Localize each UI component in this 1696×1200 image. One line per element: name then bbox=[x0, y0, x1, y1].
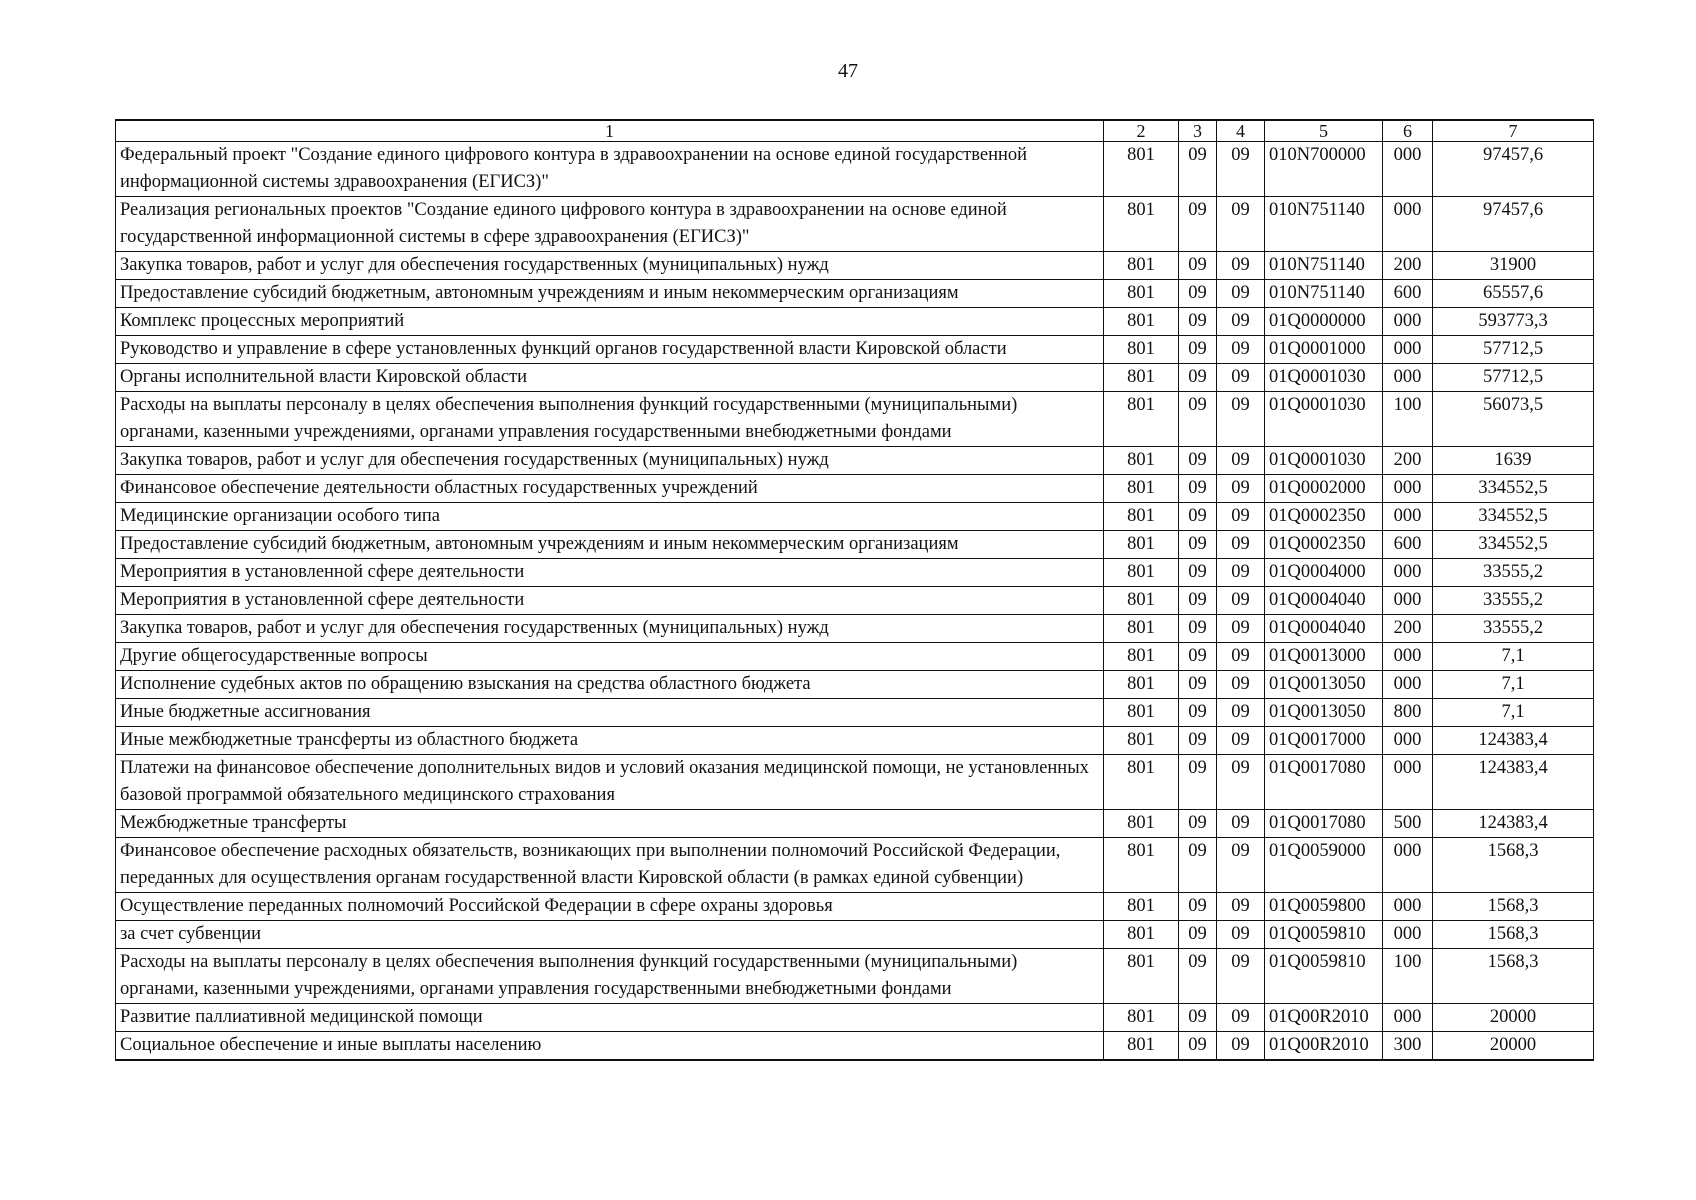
ministry-code: 801 bbox=[1104, 447, 1179, 475]
expense-type-code: 000 bbox=[1383, 727, 1433, 755]
expense-type-code: 200 bbox=[1383, 252, 1433, 280]
section-code: 09 bbox=[1179, 252, 1217, 280]
expense-type-code: 000 bbox=[1383, 475, 1433, 503]
subsection-code: 09 bbox=[1217, 142, 1265, 197]
row-description: Социальное обеспечение и иные выплаты населению bbox=[116, 1032, 1104, 1061]
subsection-code: 09 bbox=[1217, 587, 1265, 615]
section-code: 09 bbox=[1179, 475, 1217, 503]
expense-type-code: 200 bbox=[1383, 615, 1433, 643]
target-article-code: 010N700000 bbox=[1265, 142, 1383, 197]
table-row bbox=[116, 587, 1594, 615]
table-row bbox=[116, 280, 1594, 308]
target-article-code: 01Q0004040 bbox=[1265, 615, 1383, 643]
target-article-code: 01Q0000000 bbox=[1265, 308, 1383, 336]
target-article-code: 01Q0004040 bbox=[1265, 587, 1383, 615]
ministry-code: 801 bbox=[1104, 392, 1179, 447]
table-row bbox=[116, 559, 1594, 587]
page-number: 47 bbox=[838, 60, 858, 82]
subsection-code: 09 bbox=[1217, 252, 1265, 280]
subsection-code: 09 bbox=[1217, 197, 1265, 252]
expense-type-code: 100 bbox=[1383, 392, 1433, 447]
expense-type-code: 600 bbox=[1383, 280, 1433, 308]
row-description: Закупка товаров, работ и услуг для обеспечения государственных (муниципальных) нужд bbox=[116, 252, 1104, 280]
expense-type-code: 000 bbox=[1383, 503, 1433, 531]
ministry-code: 801 bbox=[1104, 587, 1179, 615]
amount-value: 56073,5 bbox=[1433, 392, 1594, 447]
subsection-code: 09 bbox=[1217, 755, 1265, 810]
amount-value: 334552,5 bbox=[1433, 503, 1594, 531]
section-code: 09 bbox=[1179, 727, 1217, 755]
column-header: 7 bbox=[1433, 120, 1594, 142]
section-code: 09 bbox=[1179, 1032, 1217, 1061]
amount-value: 593773,3 bbox=[1433, 308, 1594, 336]
subsection-code: 09 bbox=[1217, 392, 1265, 447]
target-article-code: 01Q0059800 bbox=[1265, 893, 1383, 921]
section-code: 09 bbox=[1179, 615, 1217, 643]
row-description: Федеральный проект "Создание единого цифрового контура в здравоохранении на основе единой государственной информационной системы здравоохранения (ЕГИСЗ)" bbox=[116, 142, 1104, 197]
ministry-code: 801 bbox=[1104, 364, 1179, 392]
subsection-code: 09 bbox=[1217, 364, 1265, 392]
target-article-code: 01Q0002350 bbox=[1265, 531, 1383, 559]
table-row bbox=[116, 727, 1594, 755]
table-row bbox=[116, 252, 1594, 280]
section-code: 09 bbox=[1179, 503, 1217, 531]
target-article-code: 01Q0059810 bbox=[1265, 921, 1383, 949]
amount-value: 7,1 bbox=[1433, 643, 1594, 671]
row-description: Закупка товаров, работ и услуг для обеспечения государственных (муниципальных) нужд bbox=[116, 615, 1104, 643]
ministry-code: 801 bbox=[1104, 142, 1179, 197]
ministry-code: 801 bbox=[1104, 949, 1179, 1004]
section-code: 09 bbox=[1179, 699, 1217, 727]
section-code: 09 bbox=[1179, 531, 1217, 559]
table-row bbox=[116, 755, 1594, 810]
row-description: Расходы на выплаты персоналу в целях обеспечения выполнения функций государственными (муниципальными) органами, казенными учреждениями, органами управления государственными внебюджетными фондами bbox=[116, 392, 1104, 447]
section-code: 09 bbox=[1179, 364, 1217, 392]
target-article-code: 010N751140 bbox=[1265, 197, 1383, 252]
ministry-code: 801 bbox=[1104, 531, 1179, 559]
ministry-code: 801 bbox=[1104, 308, 1179, 336]
target-article-code: 01Q00R2010 bbox=[1265, 1032, 1383, 1061]
table-row bbox=[116, 336, 1594, 364]
target-article-code: 01Q0004000 bbox=[1265, 559, 1383, 587]
expense-type-code: 000 bbox=[1383, 893, 1433, 921]
row-description: Реализация региональных проектов "Создание единого цифрового контура в здравоохранении на основе единой государственной информационной системы в сфере здравоохранения (ЕГИСЗ)" bbox=[116, 197, 1104, 252]
expense-type-code: 000 bbox=[1383, 142, 1433, 197]
subsection-code: 09 bbox=[1217, 559, 1265, 587]
ministry-code: 801 bbox=[1104, 810, 1179, 838]
row-description: Мероприятия в установленной сфере деятельности bbox=[116, 587, 1104, 615]
target-article-code: 01Q0059810 bbox=[1265, 949, 1383, 1004]
budget-table bbox=[115, 119, 1594, 1061]
table-row bbox=[116, 531, 1594, 559]
subsection-code: 09 bbox=[1217, 1032, 1265, 1061]
target-article-code: 01Q0002000 bbox=[1265, 475, 1383, 503]
ministry-code: 801 bbox=[1104, 699, 1179, 727]
target-article-code: 01Q0059000 bbox=[1265, 838, 1383, 893]
expense-type-code: 000 bbox=[1383, 197, 1433, 252]
column-header: 3 bbox=[1179, 120, 1217, 142]
subsection-code: 09 bbox=[1217, 949, 1265, 1004]
section-code: 09 bbox=[1179, 280, 1217, 308]
subsection-code: 09 bbox=[1217, 615, 1265, 643]
column-header: 4 bbox=[1217, 120, 1265, 142]
expense-type-code: 000 bbox=[1383, 336, 1433, 364]
table-row bbox=[116, 699, 1594, 727]
table-row bbox=[116, 893, 1594, 921]
column-header: 6 bbox=[1383, 120, 1433, 142]
subsection-code: 09 bbox=[1217, 699, 1265, 727]
expense-type-code: 000 bbox=[1383, 364, 1433, 392]
subsection-code: 09 bbox=[1217, 475, 1265, 503]
ministry-code: 801 bbox=[1104, 755, 1179, 810]
section-code: 09 bbox=[1179, 921, 1217, 949]
target-article-code: 01Q0013050 bbox=[1265, 671, 1383, 699]
target-article-code: 01Q0017000 bbox=[1265, 727, 1383, 755]
ministry-code: 801 bbox=[1104, 280, 1179, 308]
subsection-code: 09 bbox=[1217, 727, 1265, 755]
table-header-row bbox=[116, 120, 1594, 142]
subsection-code: 09 bbox=[1217, 336, 1265, 364]
row-description: Иные бюджетные ассигнования bbox=[116, 699, 1104, 727]
section-code: 09 bbox=[1179, 949, 1217, 1004]
target-article-code: 01Q0017080 bbox=[1265, 755, 1383, 810]
ministry-code: 801 bbox=[1104, 336, 1179, 364]
row-description: Межбюджетные трансферты bbox=[116, 810, 1104, 838]
row-description: Иные межбюджетные трансферты из областного бюджета bbox=[116, 727, 1104, 755]
expense-type-code: 000 bbox=[1383, 559, 1433, 587]
table-row bbox=[116, 643, 1594, 671]
table-row bbox=[116, 503, 1594, 531]
subsection-code: 09 bbox=[1217, 921, 1265, 949]
expense-type-code: 000 bbox=[1383, 671, 1433, 699]
expense-type-code: 100 bbox=[1383, 949, 1433, 1004]
subsection-code: 09 bbox=[1217, 447, 1265, 475]
expense-type-code: 000 bbox=[1383, 308, 1433, 336]
expense-type-code: 000 bbox=[1383, 838, 1433, 893]
ministry-code: 801 bbox=[1104, 252, 1179, 280]
amount-value: 97457,6 bbox=[1433, 142, 1594, 197]
row-description: Медицинские организации особого типа bbox=[116, 503, 1104, 531]
section-code: 09 bbox=[1179, 893, 1217, 921]
section-code: 09 bbox=[1179, 308, 1217, 336]
table-row bbox=[116, 447, 1594, 475]
amount-value: 1568,3 bbox=[1433, 949, 1594, 1004]
amount-value: 7,1 bbox=[1433, 671, 1594, 699]
section-code: 09 bbox=[1179, 1004, 1217, 1032]
subsection-code: 09 bbox=[1217, 280, 1265, 308]
target-article-code: 01Q0013000 bbox=[1265, 643, 1383, 671]
target-article-code: 01Q0002350 bbox=[1265, 503, 1383, 531]
target-article-code: 01Q0017080 bbox=[1265, 810, 1383, 838]
amount-value: 33555,2 bbox=[1433, 559, 1594, 587]
table-row bbox=[116, 364, 1594, 392]
target-article-code: 01Q0001000 bbox=[1265, 336, 1383, 364]
section-code: 09 bbox=[1179, 392, 1217, 447]
amount-value: 20000 bbox=[1433, 1004, 1594, 1032]
subsection-code: 09 bbox=[1217, 308, 1265, 336]
table-row bbox=[116, 949, 1594, 1004]
section-code: 09 bbox=[1179, 447, 1217, 475]
expense-type-code: 000 bbox=[1383, 755, 1433, 810]
target-article-code: 01Q0001030 bbox=[1265, 364, 1383, 392]
subsection-code: 09 bbox=[1217, 671, 1265, 699]
row-description: Органы исполнительной власти Кировской области bbox=[116, 364, 1104, 392]
section-code: 09 bbox=[1179, 336, 1217, 364]
ministry-code: 801 bbox=[1104, 727, 1179, 755]
section-code: 09 bbox=[1179, 838, 1217, 893]
amount-value: 124383,4 bbox=[1433, 810, 1594, 838]
table-row bbox=[116, 1032, 1594, 1061]
subsection-code: 09 bbox=[1217, 1004, 1265, 1032]
expense-type-code: 000 bbox=[1383, 643, 1433, 671]
row-description: за счет субвенции bbox=[116, 921, 1104, 949]
amount-value: 57712,5 bbox=[1433, 336, 1594, 364]
target-article-code: 010N751140 bbox=[1265, 280, 1383, 308]
amount-value: 33555,2 bbox=[1433, 587, 1594, 615]
expense-type-code: 000 bbox=[1383, 921, 1433, 949]
row-description: Осуществление переданных полномочий Российской Федерации в сфере охраны здоровья bbox=[116, 893, 1104, 921]
column-header: 5 bbox=[1265, 120, 1383, 142]
ministry-code: 801 bbox=[1104, 503, 1179, 531]
ministry-code: 801 bbox=[1104, 197, 1179, 252]
section-code: 09 bbox=[1179, 587, 1217, 615]
row-description: Комплекс процессных мероприятий bbox=[116, 308, 1104, 336]
table-row bbox=[116, 1004, 1594, 1032]
target-article-code: 01Q0001030 bbox=[1265, 447, 1383, 475]
ministry-code: 801 bbox=[1104, 671, 1179, 699]
ministry-code: 801 bbox=[1104, 643, 1179, 671]
row-description: Руководство и управление в сфере установленных функций органов государственной власти Кировской области bbox=[116, 336, 1104, 364]
amount-value: 1639 bbox=[1433, 447, 1594, 475]
table-row bbox=[116, 921, 1594, 949]
subsection-code: 09 bbox=[1217, 531, 1265, 559]
table-body bbox=[116, 142, 1594, 1061]
target-article-code: 01Q00R2010 bbox=[1265, 1004, 1383, 1032]
ministry-code: 801 bbox=[1104, 559, 1179, 587]
table-row bbox=[116, 392, 1594, 447]
expense-type-code: 000 bbox=[1383, 1004, 1433, 1032]
target-article-code: 010N751140 bbox=[1265, 252, 1383, 280]
amount-value: 57712,5 bbox=[1433, 364, 1594, 392]
row-description: Предоставление субсидий бюджетным, автономным учреждениям и иным некоммерческим организациям bbox=[116, 280, 1104, 308]
section-code: 09 bbox=[1179, 810, 1217, 838]
section-code: 09 bbox=[1179, 643, 1217, 671]
column-header: 2 bbox=[1104, 120, 1179, 142]
amount-value: 124383,4 bbox=[1433, 755, 1594, 810]
row-description: Финансовое обеспечение расходных обязательств, возникающих при выполнении полномочий Российской Федерации, переданных для осуществления органам государственной власти Кировской области (в рамках единой субвенции) bbox=[116, 838, 1104, 893]
expense-type-code: 300 bbox=[1383, 1032, 1433, 1061]
expense-type-code: 200 bbox=[1383, 447, 1433, 475]
amount-value: 20000 bbox=[1433, 1032, 1594, 1061]
expense-type-code: 000 bbox=[1383, 587, 1433, 615]
section-code: 09 bbox=[1179, 559, 1217, 587]
table-row bbox=[116, 308, 1594, 336]
row-description: Развитие паллиативной медицинской помощи bbox=[116, 1004, 1104, 1032]
amount-value: 31900 bbox=[1433, 252, 1594, 280]
amount-value: 97457,6 bbox=[1433, 197, 1594, 252]
subsection-code: 09 bbox=[1217, 893, 1265, 921]
row-description: Мероприятия в установленной сфере деятельности bbox=[116, 559, 1104, 587]
row-description: Финансовое обеспечение деятельности областных государственных учреждений bbox=[116, 475, 1104, 503]
section-code: 09 bbox=[1179, 197, 1217, 252]
section-code: 09 bbox=[1179, 671, 1217, 699]
row-description: Исполнение судебных актов по обращению взыскания на средства областного бюджета bbox=[116, 671, 1104, 699]
row-description: Другие общегосударственные вопросы bbox=[116, 643, 1104, 671]
section-code: 09 bbox=[1179, 142, 1217, 197]
amount-value: 1568,3 bbox=[1433, 893, 1594, 921]
table-row bbox=[116, 475, 1594, 503]
ministry-code: 801 bbox=[1104, 921, 1179, 949]
amount-value: 124383,4 bbox=[1433, 727, 1594, 755]
ministry-code: 801 bbox=[1104, 838, 1179, 893]
expense-type-code: 800 bbox=[1383, 699, 1433, 727]
table-row bbox=[116, 142, 1594, 197]
table-row bbox=[116, 671, 1594, 699]
row-description: Платежи на финансовое обеспечение дополнительных видов и условий оказания медицинской помощи, не установленных базовой программой обязательного медицинского страхования bbox=[116, 755, 1104, 810]
column-header: 1 bbox=[116, 120, 1104, 142]
subsection-code: 09 bbox=[1217, 503, 1265, 531]
subsection-code: 09 bbox=[1217, 643, 1265, 671]
section-code: 09 bbox=[1179, 755, 1217, 810]
expense-type-code: 500 bbox=[1383, 810, 1433, 838]
amount-value: 33555,2 bbox=[1433, 615, 1594, 643]
ministry-code: 801 bbox=[1104, 893, 1179, 921]
amount-value: 334552,5 bbox=[1433, 475, 1594, 503]
ministry-code: 801 bbox=[1104, 475, 1179, 503]
subsection-code: 09 bbox=[1217, 838, 1265, 893]
table-row bbox=[116, 197, 1594, 252]
subsection-code: 09 bbox=[1217, 810, 1265, 838]
target-article-code: 01Q0013050 bbox=[1265, 699, 1383, 727]
amount-value: 65557,6 bbox=[1433, 280, 1594, 308]
expense-type-code: 600 bbox=[1383, 531, 1433, 559]
table-row bbox=[116, 615, 1594, 643]
row-description: Предоставление субсидий бюджетным, автономным учреждениям и иным некоммерческим организациям bbox=[116, 531, 1104, 559]
ministry-code: 801 bbox=[1104, 615, 1179, 643]
ministry-code: 801 bbox=[1104, 1032, 1179, 1061]
amount-value: 1568,3 bbox=[1433, 838, 1594, 893]
target-article-code: 01Q0001030 bbox=[1265, 392, 1383, 447]
row-description: Расходы на выплаты персоналу в целях обеспечения выполнения функций государственными (муниципальными) органами, казенными учреждениями, органами управления государственными внебюджетными фондами bbox=[116, 949, 1104, 1004]
amount-value: 7,1 bbox=[1433, 699, 1594, 727]
row-description: Закупка товаров, работ и услуг для обеспечения государственных (муниципальных) нужд bbox=[116, 447, 1104, 475]
amount-value: 334552,5 bbox=[1433, 531, 1594, 559]
table-row bbox=[116, 838, 1594, 893]
table-row bbox=[116, 810, 1594, 838]
amount-value: 1568,3 bbox=[1433, 921, 1594, 949]
ministry-code: 801 bbox=[1104, 1004, 1179, 1032]
